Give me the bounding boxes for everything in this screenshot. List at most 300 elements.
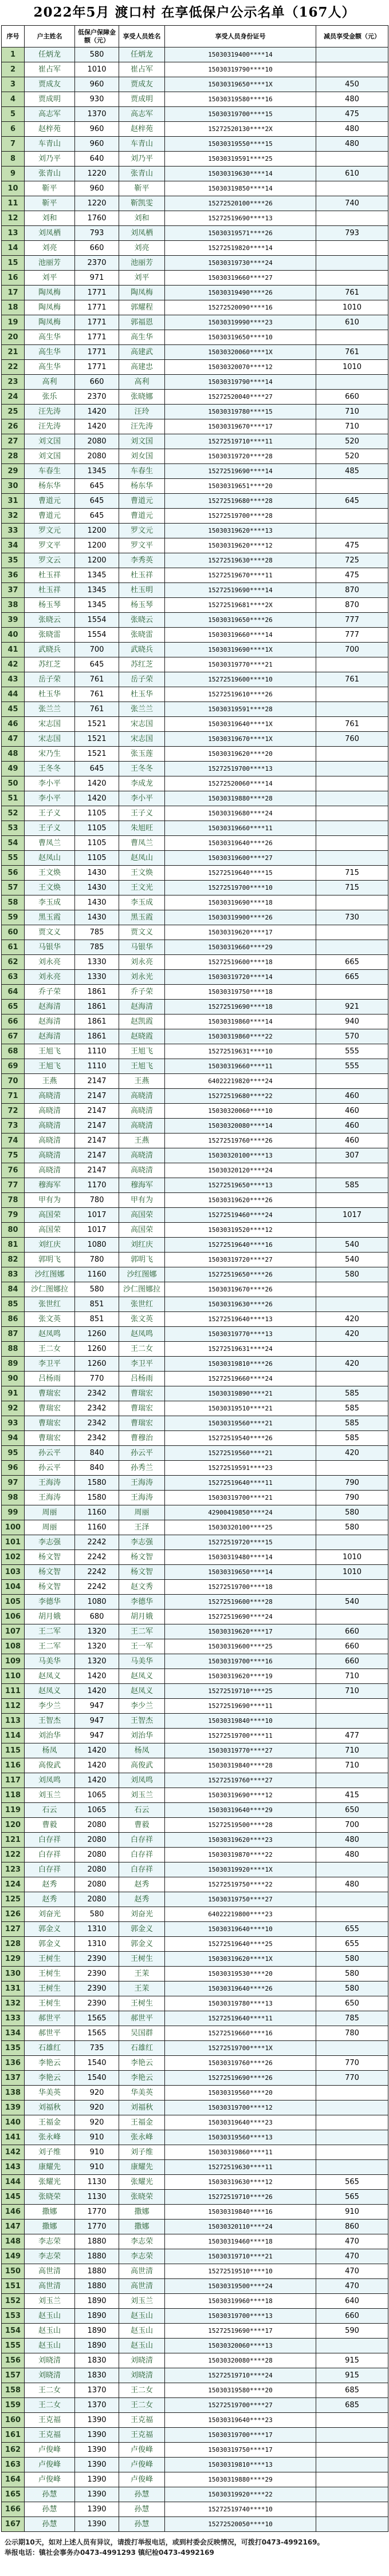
cell-householder: 白存祥 (25, 1848, 75, 1862)
cell-id-number: 15030319770****27 (165, 1743, 316, 1758)
cell-householder: 张青山 (25, 167, 75, 181)
cell-amount: 1880 (75, 2279, 119, 2294)
cell-amount: 770 (75, 1372, 119, 1386)
cell-beneficiary: 赵凯霞 (119, 1014, 165, 1029)
cell-id-number: 15272519750****22 (165, 1877, 316, 1892)
cell-amount: 1220 (75, 196, 119, 211)
cell-reduced-amount (316, 2160, 388, 2175)
cell-id-number: 15030319650****10 (165, 330, 316, 345)
cell-householder: 任炳龙 (25, 47, 75, 62)
cell-reduced-amount: 790 (316, 1476, 388, 1491)
cell-beneficiary: 赵玉山 (119, 2324, 165, 2339)
cell-seq: 42 (2, 657, 25, 672)
cell-amount: 1430 (75, 881, 119, 895)
cell-householder: 刘亮 (25, 241, 75, 256)
cell-id-number: 15272519700****11 (165, 1729, 316, 1743)
cell-reduced-amount (316, 821, 388, 836)
table-row (2, 390, 388, 405)
cell-amount: 910 (75, 2145, 119, 2160)
cell-id-number: 15030319700****21 (165, 1491, 316, 1505)
cell-reduced-amount: 761 (316, 345, 388, 360)
cell-id-number: 15030319560****13 (165, 2130, 316, 2145)
cell-householder: 刘文国 (25, 434, 75, 449)
cell-seq: 148 (2, 2234, 25, 2249)
table-row (2, 910, 388, 925)
cell-seq: 80 (2, 1223, 25, 1238)
cell-reduced-amount: 460 (316, 1104, 388, 1119)
cell-seq: 6 (2, 122, 25, 137)
cell-seq: 81 (2, 1238, 25, 1253)
cell-reduced-amount: 860 (316, 2220, 388, 2234)
cell-beneficiary: 朱旭旺 (119, 821, 165, 836)
cell-amount: 1420 (75, 1758, 119, 1773)
table-row (2, 1922, 388, 1937)
cell-seq: 134 (2, 2026, 25, 2041)
cell-seq: 162 (2, 2443, 25, 2458)
cell-reduced-amount: 580 (316, 1520, 388, 1535)
cell-householder: 汪先涛 (25, 419, 75, 434)
cell-reduced-amount: 570 (316, 1029, 388, 1044)
cell-householder: 杨文智 (25, 1565, 75, 1580)
cell-amount: 1105 (75, 836, 119, 851)
table-row (2, 1193, 388, 1208)
cell-beneficiary: 王福金 (119, 2115, 165, 2130)
cell-reduced-amount: 420 (316, 1312, 388, 1327)
cell-beneficiary: 王燕 (119, 1134, 165, 1148)
cell-beneficiary: 杨东华 (119, 479, 165, 494)
header-beneficiary: 享受人员姓名 (119, 26, 165, 47)
cell-householder: 李德华 (25, 1595, 75, 1610)
cell-id-number: 15030319520****12 (165, 1223, 316, 1238)
cell-amount: 2242 (75, 1550, 119, 1565)
cell-beneficiary: 高晓清 (119, 1119, 165, 1134)
cell-beneficiary: 吴国群 (119, 2026, 165, 2041)
cell-amount: 2147 (75, 1119, 119, 1134)
cell-amount: 735 (75, 2041, 119, 2056)
cell-beneficiary: 刘女国 (119, 449, 165, 464)
cell-beneficiary: 胡月娥 (119, 1610, 165, 1624)
cell-amount: 1345 (75, 583, 119, 598)
cell-id-number: 15030319900****26 (165, 910, 316, 925)
cell-reduced-amount (316, 1372, 388, 1386)
table-row (2, 568, 388, 583)
cell-seq: 163 (2, 2458, 25, 2472)
cell-seq: 35 (2, 553, 25, 568)
cell-beneficiary: 张青山 (119, 167, 165, 181)
cell-amount: 1310 (75, 1922, 119, 1937)
table-row (2, 851, 388, 866)
cell-id-number: 64022219820****24 (165, 1074, 316, 1089)
cell-seq: 124 (2, 1877, 25, 1892)
cell-seq: 121 (2, 1833, 25, 1848)
cell-reduced-amount: 770 (316, 2071, 388, 2086)
cell-beneficiary: 崔占军 (119, 62, 165, 77)
cell-beneficiary: 杨玉琴 (119, 598, 165, 613)
table-row (2, 687, 388, 702)
cell-amount: 2147 (75, 1104, 119, 1119)
cell-seq: 19 (2, 315, 25, 330)
cell-amount: 2080 (75, 1892, 119, 1907)
cell-amount: 1420 (75, 776, 119, 791)
cell-amount: 1770 (75, 2220, 119, 2234)
cell-id-number: 15272519591****23 (165, 1461, 316, 1476)
footer-line: 举报电话：镇社会事务办0473-4991293 镇纪检0473-4992169 (5, 2549, 214, 2557)
cell-seq: 11 (2, 196, 25, 211)
cell-beneficiary: 李卫平 (119, 1357, 165, 1372)
cell-householder: 王二军 (25, 1624, 75, 1639)
table-row (2, 449, 388, 464)
table-row (2, 241, 388, 256)
cell-reduced-amount (316, 256, 388, 271)
cell-beneficiary: 刘红庆 (119, 1238, 165, 1253)
cell-amount: 2342 (75, 1401, 119, 1416)
cell-amount: 2342 (75, 1431, 119, 1446)
cell-reduced-amount: 710 (316, 1758, 388, 1773)
table-row (2, 791, 388, 806)
cell-id-number: 15030319640****23 (165, 2413, 316, 2428)
cell-reduced-amount (316, 747, 388, 762)
cell-id-number: 15030319620****20 (165, 747, 316, 762)
cell-seq: 160 (2, 2413, 25, 2428)
cell-amount: 1330 (75, 955, 119, 970)
table-row (2, 1461, 388, 1476)
cell-reduced-amount: 870 (316, 598, 388, 613)
cell-amount: 1310 (75, 1937, 119, 1952)
cell-reduced-amount: 715 (316, 881, 388, 895)
cell-reduced-amount: 715 (316, 866, 388, 881)
table-row (2, 866, 388, 881)
cell-beneficiary: 张兰兰 (119, 702, 165, 717)
cell-beneficiary: 郭金义 (119, 1922, 165, 1937)
cell-seq: 7 (2, 137, 25, 152)
cell-id-number: 15030319880****29 (165, 2472, 316, 2487)
cell-householder: 李玉成 (25, 895, 75, 910)
cell-beneficiary: 贾成明 (119, 92, 165, 107)
cell-householder: 杜玉华 (25, 687, 75, 702)
cell-seq: 94 (2, 1431, 25, 1446)
cell-householder: 李艳云 (25, 2056, 75, 2071)
cell-reduced-amount: 585 (316, 1178, 388, 1193)
cell-id-number: 15030319840****10 (165, 1714, 316, 1729)
cell-householder: 车春生 (25, 464, 75, 479)
cell-amount: 960 (75, 77, 119, 92)
cell-seq: 117 (2, 1773, 25, 1788)
cell-amount: 1130 (75, 2175, 119, 2190)
cell-amount: 2147 (75, 1089, 119, 1104)
cell-reduced-amount (316, 2130, 388, 2145)
cell-reduced-amount: 480 (316, 92, 388, 107)
cell-id-number: 15030319650****14 (165, 1565, 316, 1580)
cell-seq: 85 (2, 1297, 25, 1312)
cell-amount: 1345 (75, 598, 119, 613)
cell-beneficiary: 刘晓清 (119, 2353, 165, 2368)
cell-id-number: 15272519660****16 (165, 2026, 316, 2041)
cell-seq: 75 (2, 1148, 25, 1163)
cell-householder: 王克福 (25, 2413, 75, 2428)
cell-seq: 14 (2, 241, 25, 256)
cell-householder: 王树生 (25, 1952, 75, 1967)
cell-beneficiary: 赵文秀 (119, 1580, 165, 1595)
cell-householder: 刘文国 (25, 449, 75, 464)
cell-reduced-amount (316, 791, 388, 806)
cell-reduced-amount: 1010 (316, 360, 388, 375)
cell-reduced-amount (316, 1297, 388, 1312)
cell-id-number: 15030320070****12 (165, 360, 316, 375)
cell-amount: 1890 (75, 2294, 119, 2309)
cell-id-number: 15030319460****18 (165, 2234, 316, 2249)
cell-reduced-amount: 710 (316, 1669, 388, 1684)
cell-id-number: 15272519670****11 (165, 568, 316, 583)
cell-householder: 马美华 (25, 1654, 75, 1669)
cell-seq: 4 (2, 92, 25, 107)
cell-seq: 72 (2, 1104, 25, 1119)
cell-amount: 761 (75, 672, 119, 687)
cell-beneficiary: 孙慧 (119, 2517, 165, 2532)
cell-seq: 34 (2, 538, 25, 553)
cell-householder: 沙红图娜 (25, 1267, 75, 1282)
cell-id-number: 15030319840****28 (165, 1758, 316, 1773)
table-row (2, 1699, 388, 1714)
table-row (2, 1818, 388, 1833)
cell-amount: 960 (75, 181, 119, 196)
cell-seq: 88 (2, 1342, 25, 1357)
cell-reduced-amount (316, 895, 388, 910)
cell-reduced-amount: 761 (316, 672, 388, 687)
table-row (2, 2190, 388, 2205)
cell-seq: 18 (2, 300, 25, 315)
cell-householder: 曹瑞宏 (25, 1431, 75, 1446)
cell-householder: 赵玉山 (25, 2324, 75, 2339)
table-row (2, 1505, 388, 1520)
cell-id-number: 15272519690****13 (165, 211, 316, 226)
cell-amount: 2147 (75, 1163, 119, 1178)
cell-amount: 1345 (75, 464, 119, 479)
cell-amount: 2080 (75, 1862, 119, 1877)
cell-householder: 宋志国 (25, 732, 75, 747)
cell-amount: 1260 (75, 1327, 119, 1342)
cell-beneficiary: 高俊武 (119, 1758, 165, 1773)
cell-id-number: 15272519690****11 (165, 1699, 316, 1714)
cell-householder: 高世清 (25, 2279, 75, 2294)
cell-amount: 1565 (75, 2011, 119, 2026)
cell-id-number: 15030320060****13 (165, 2339, 316, 2353)
table-row (2, 2071, 388, 2086)
cell-reduced-amount (316, 1163, 388, 1178)
cell-householder: 曹毅 (25, 1818, 75, 1833)
cell-reduced-amount: 1017 (316, 1208, 388, 1223)
cell-id-number: 15030319690****18 (165, 895, 316, 910)
cell-id-number: 15030319400****14 (165, 47, 316, 62)
cell-seq: 149 (2, 2249, 25, 2264)
cell-seq: 16 (2, 271, 25, 286)
cell-beneficiary: 郭耀程 (119, 300, 165, 315)
cell-amount: 1105 (75, 821, 119, 836)
cell-beneficiary: 刘治华 (119, 1729, 165, 1743)
cell-id-number: 15030319591****25 (165, 152, 316, 167)
table-row (2, 2101, 388, 2115)
cell-beneficiary: 赵玉山 (119, 2339, 165, 2353)
cell-reduced-amount: 910 (316, 2205, 388, 2220)
cell-householder: 王海涛 (25, 1476, 75, 1491)
cell-reduced-amount (316, 1714, 388, 1729)
cell-id-number: 15030319960****18 (165, 2294, 316, 2309)
cell-householder: 撒娜 (25, 2205, 75, 2220)
cell-beneficiary: 王二军 (119, 1624, 165, 1639)
table-row (2, 211, 388, 226)
cell-amount: 947 (75, 1699, 119, 1714)
cell-seq: 133 (2, 2011, 25, 2026)
cell-amount: 1861 (75, 985, 119, 1000)
cell-seq: 93 (2, 1416, 25, 1431)
cell-amount: 1080 (75, 1595, 119, 1610)
cell-householder: 陶凤梅 (25, 315, 75, 330)
table-row (2, 1357, 388, 1372)
cell-beneficiary: 武晓兵 (119, 643, 165, 657)
cell-reduced-amount: 540 (316, 1595, 388, 1610)
cell-id-number: 15030319650****26 (165, 613, 316, 628)
table-row (2, 1595, 388, 1610)
cell-seq: 95 (2, 1446, 25, 1461)
cell-beneficiary: 赵梓苑 (119, 122, 165, 137)
cell-id-number: 15272519700****13 (165, 762, 316, 776)
cell-amount: 700 (75, 643, 119, 657)
cell-id-number: 15030319660****29 (165, 940, 316, 955)
cell-beneficiary: 赵玉山 (119, 2309, 165, 2324)
cell-id-number: 15030320110****24 (165, 2220, 316, 2234)
cell-seq: 39 (2, 613, 25, 628)
cell-seq: 146 (2, 2205, 25, 2220)
table-row (2, 181, 388, 196)
cell-amount: 947 (75, 1714, 119, 1729)
table-row (2, 2368, 388, 2383)
table-row (2, 524, 388, 538)
cell-amount: 1110 (75, 1059, 119, 1074)
cell-seq: 47 (2, 732, 25, 747)
cell-reduced-amount (316, 702, 388, 717)
cell-id-number: 15030319620****13 (165, 524, 316, 538)
table-row (2, 1372, 388, 1386)
cell-amount: 1160 (75, 1505, 119, 1520)
table-row (2, 985, 388, 1000)
cell-reduced-amount (316, 1223, 388, 1238)
cell-id-number: 15030319750****18 (165, 985, 316, 1000)
table-row (2, 2487, 388, 2502)
cell-seq: 33 (2, 524, 25, 538)
cell-seq: 165 (2, 2487, 25, 2502)
table-row (2, 836, 388, 851)
cell-beneficiary: 张晓娜 (119, 390, 165, 405)
cell-seq: 59 (2, 910, 25, 925)
cell-seq: 48 (2, 747, 25, 762)
cell-reduced-amount: 655 (316, 1922, 388, 1937)
cell-seq: 89 (2, 1357, 25, 1372)
cell-householder: 郝世平 (25, 2011, 75, 2026)
cell-amount: 930 (75, 92, 119, 107)
cell-reduced-amount (316, 836, 388, 851)
cell-amount: 1010 (75, 62, 119, 77)
cell-beneficiary: 任炳龙 (119, 47, 165, 62)
table-row (2, 2056, 388, 2071)
table-row (2, 1833, 388, 1848)
cell-reduced-amount (316, 509, 388, 524)
cell-amount: 1105 (75, 806, 119, 821)
cell-seq: 10 (2, 181, 25, 196)
cell-amount: 1771 (75, 315, 119, 330)
cell-beneficiary: 王树生 (119, 1996, 165, 2011)
cell-beneficiary: 孙慧 (119, 2487, 165, 2502)
cell-id-number: 15272519631****10 (165, 1044, 316, 1059)
cell-id-number: 15030319490****26 (165, 286, 316, 300)
cell-seq: 20 (2, 330, 25, 345)
cell-householder: 张晓云 (25, 613, 75, 628)
cell-beneficiary: 赵凤义 (119, 1684, 165, 1699)
cell-householder: 张兰兰 (25, 702, 75, 717)
cell-id-number: 15272519710****26 (165, 2190, 316, 2205)
table-row (2, 1208, 388, 1223)
cell-reduced-amount (316, 2458, 388, 2472)
cell-beneficiary: 郭金义 (119, 1937, 165, 1952)
cell-beneficiary: 王智杰 (119, 1714, 165, 1729)
cell-amount: 645 (75, 479, 119, 494)
cell-amount: 2342 (75, 1386, 119, 1401)
cell-reduced-amount: 485 (316, 464, 388, 479)
cell-id-number: 15030319630****12 (165, 2175, 316, 2190)
cell-reduced-amount: 470 (316, 2249, 388, 2264)
cell-reduced-amount (316, 1193, 388, 1208)
cell-amount: 1890 (75, 2309, 119, 2324)
cell-id-number: 15272519600****28 (165, 1595, 316, 1610)
cell-amount: 780 (75, 1253, 119, 1267)
cell-reduced-amount: 1010 (316, 300, 388, 315)
cell-seq: 152 (2, 2294, 25, 2309)
cell-seq: 143 (2, 2160, 25, 2175)
cell-reduced-amount: 761 (316, 286, 388, 300)
table-row (2, 702, 388, 717)
cell-id-number: 15030320100****25 (165, 1520, 316, 1535)
cell-reduced-amount: 480 (316, 1833, 388, 1848)
cell-seq: 32 (2, 509, 25, 524)
cell-id-number: 15272519690****24 (165, 1610, 316, 1624)
cell-amount: 640 (75, 152, 119, 167)
table-row (2, 776, 388, 791)
cell-beneficiary: 高建忠 (119, 360, 165, 375)
cell-amount: 1370 (75, 107, 119, 122)
table-row (2, 1074, 388, 1089)
cell-seq: 99 (2, 1505, 25, 1520)
cell-beneficiary: 贾成友 (119, 77, 165, 92)
cell-amount: 1554 (75, 613, 119, 628)
table-row (2, 226, 388, 241)
cell-seq: 82 (2, 1253, 25, 1267)
cell-seq: 73 (2, 1119, 25, 1134)
header-id-number: 享受人员身份证号 (165, 26, 316, 47)
table-row (2, 2175, 388, 2190)
cell-seq: 63 (2, 970, 25, 985)
cell-reduced-amount: 660 (316, 1654, 388, 1669)
cell-seq: 78 (2, 1193, 25, 1208)
cell-beneficiary: 高晓清 (119, 1148, 165, 1163)
cell-reduced-amount: 520 (316, 449, 388, 464)
cell-reduced-amount: 777 (316, 628, 388, 643)
cell-householder: 刘治华 (25, 1729, 75, 1743)
cell-householder: 马银华 (25, 940, 75, 955)
cell-reduced-amount: 710 (316, 405, 388, 419)
cell-amount: 1170 (75, 1178, 119, 1193)
cell-reduced-amount: 610 (316, 315, 388, 330)
cell-amount: 1420 (75, 1743, 119, 1758)
cell-reduced-amount (316, 1461, 388, 1476)
cell-beneficiary: 刘晓清 (119, 2368, 165, 2383)
